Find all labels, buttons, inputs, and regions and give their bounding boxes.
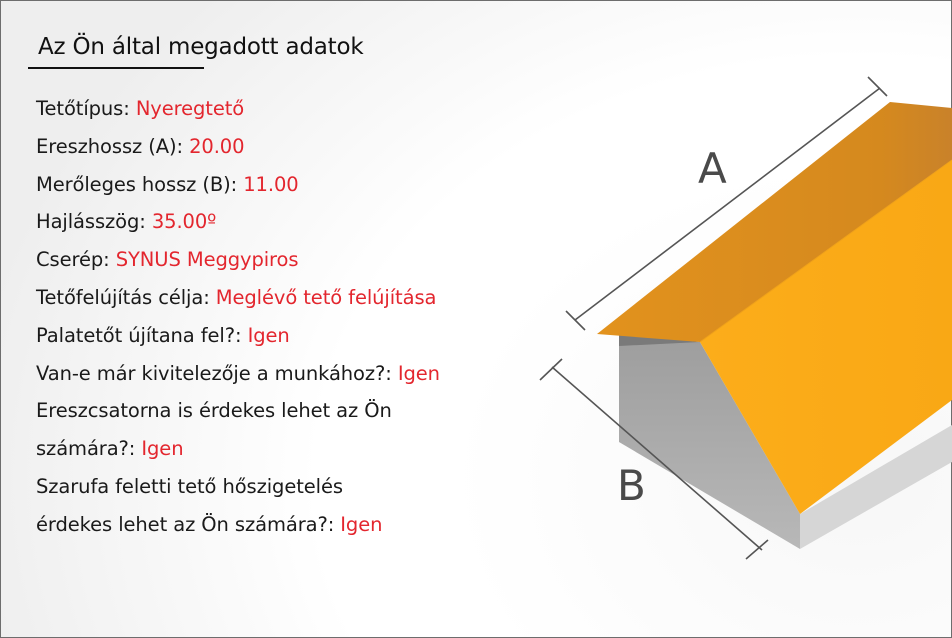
row-label: Szarufa feletti tető hőszigetelés <box>36 474 343 498</box>
row-label: Hajlásszög: <box>36 210 152 234</box>
row-value: Nyeregtető <box>135 97 245 120</box>
row-value: Igen <box>397 361 440 385</box>
row-value: Meglévő tető felújítása <box>215 285 437 309</box>
row-value: Igen <box>340 512 383 536</box>
row-label: Cserép: <box>36 248 116 272</box>
row-value: Igen <box>141 437 184 461</box>
row-label: érdekes lehet az Ön számára?: <box>36 512 341 536</box>
row-label: számára?: <box>36 437 142 461</box>
row-value: SYNUS Meggypiros <box>115 248 299 272</box>
dimension-b-label: B <box>617 461 646 510</box>
row-label: Merőleges hossz (B): <box>36 172 244 196</box>
row-value: 20.00 <box>189 134 245 158</box>
row-label: Ereszhossz (A): <box>36 134 190 158</box>
row-label: Tetőfelújítás célja: <box>36 285 216 309</box>
row-label: Palatetőt újítana fel?: <box>36 323 248 347</box>
page-title: Az Ön által megadott adatok <box>38 34 364 60</box>
row-label: Tetőtípus: <box>36 97 136 120</box>
row-value: 11.00 <box>243 172 299 196</box>
row-value: 35.00º <box>151 210 217 234</box>
dimension-a-label: A <box>698 144 727 193</box>
row-value: Igen <box>247 323 290 347</box>
row-label: Van-e már kivitelezője a munkához?: <box>36 361 398 385</box>
row-label: Ereszcsatorna is érdekes lehet az Ön <box>36 399 392 423</box>
